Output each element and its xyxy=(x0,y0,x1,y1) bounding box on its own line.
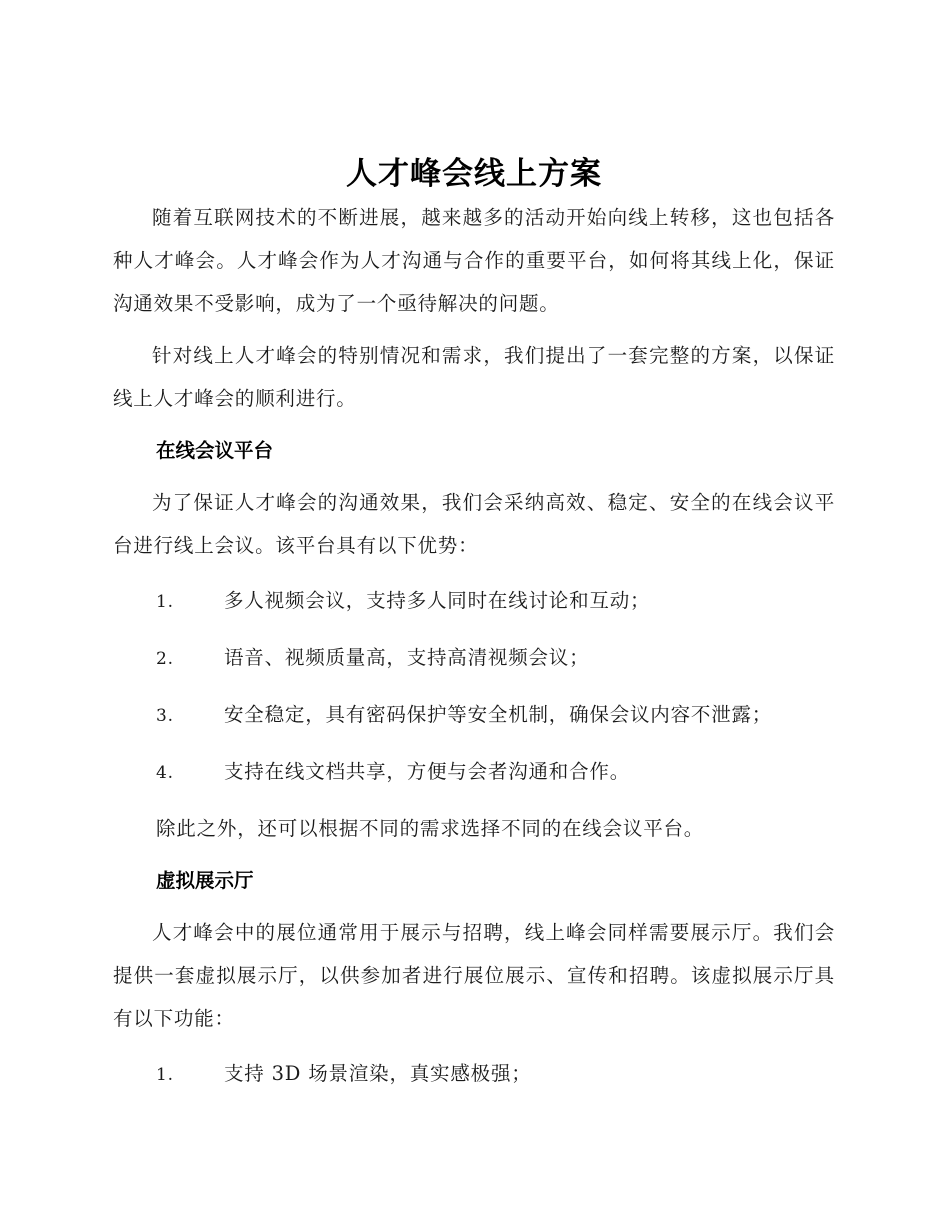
intro-paragraph-2: 针对线上人才峰会的特别情况和需求，我们提出了一套完整的方案，以保证线上人才峰会的顺利进行。 xyxy=(113,344,835,410)
list-item-text: 语音、视频质量高，支持高清视频会议； xyxy=(224,646,590,669)
list-item xyxy=(113,579,835,624)
list-item-number: 3. xyxy=(156,706,174,726)
list-item-text: 多人视频会议，支持多人同时在线讨论和互动； xyxy=(224,589,651,612)
list-item-text: 安全稳定，具有密码保护等安全机制，确保会议内容不泄露； xyxy=(224,703,773,726)
list-item-number: 2. xyxy=(156,649,174,669)
section-paragraph-meeting-platform: 为了保证人才峰会的沟通效果，我们会采纳高效、稳定、安全的在线会议平台进行线上会议。该平台具有以下优势： xyxy=(113,491,835,557)
section-heading-meeting-platform: 在线会议平台 xyxy=(156,439,274,462)
document-title: 人才峰会线上方案 xyxy=(346,156,602,192)
section-paragraph-virtual-hall: 人才峰会中的展位通常用于展示与招聘，线上峰会同样需要展示厅。我们会提供一套虚拟展示厅，以供参加者进行展位展示、宣传和招聘。该虚拟展示厅具有以下功能： xyxy=(113,921,835,1030)
list-item-number: 4. xyxy=(156,763,174,783)
list-item-number: 1. xyxy=(156,592,174,612)
meeting-platform-advantages-list xyxy=(113,579,835,795)
list-item-text: 支持 3D 场景渲染，真实感极强； xyxy=(224,1062,532,1085)
list-item xyxy=(113,693,835,738)
list-item-text: 支持在线文档共享，方便与会者沟通和合作。 xyxy=(224,760,631,783)
list-item-number: 1. xyxy=(156,1065,174,1085)
list-item xyxy=(113,1052,835,1097)
section-closing-meeting-platform: 除此之外，还可以根据不同的需求选择不同的在线会议平台。 xyxy=(156,817,705,840)
document-body xyxy=(113,152,835,1109)
intro-paragraph-1: 随着互联网技术的不断进展，越来越多的活动开始向线上转移，这也包括各种人才峰会。人才峰会作为人才沟通与合作的重要平台，如何将其线上化，保证沟通效果不受影响，成为了一个亟待解决的问题。 xyxy=(113,206,835,315)
virtual-hall-features-list xyxy=(113,1052,835,1097)
list-item xyxy=(113,750,835,795)
section-heading-virtual-hall: 虚拟展示厅 xyxy=(156,869,254,892)
list-item xyxy=(113,636,835,681)
